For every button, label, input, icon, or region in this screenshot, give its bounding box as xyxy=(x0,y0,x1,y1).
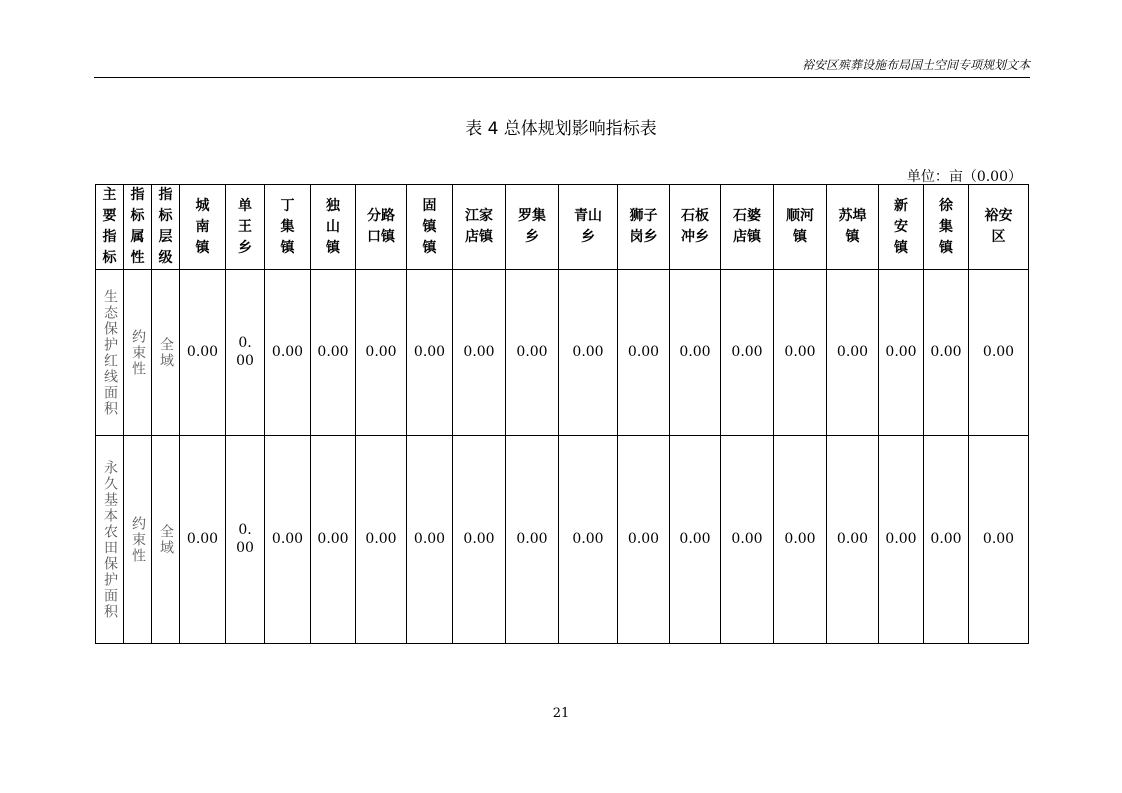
header-cell-shunhe: 顺河镇 xyxy=(774,185,827,270)
table-row xyxy=(96,270,1029,436)
indicator-name-cell: 永久基本农田保护面积 xyxy=(96,436,124,644)
header-cell-shibanchong: 石板冲乡 xyxy=(670,185,721,270)
value-cell: 0.00 xyxy=(721,436,774,644)
indicator-name-cell: 生态保护红线面积 xyxy=(96,270,124,436)
indicator-table xyxy=(95,184,1029,644)
value-cell: 0.00 xyxy=(453,270,506,436)
value-cell: 0.00 xyxy=(879,270,924,436)
indicator-level-cell: 全域 xyxy=(152,270,180,436)
value-cell: 0.00 xyxy=(180,270,226,436)
header-cell-indicator-level: 指标层级 xyxy=(152,185,180,270)
indicator-level-cell: 全域 xyxy=(152,436,180,644)
header-cell-xinan: 新安镇 xyxy=(879,185,924,270)
value-cell: 0.00 xyxy=(969,270,1029,436)
value-cell: 0.00 xyxy=(670,270,721,436)
header-cell-fenlukou: 分路口镇 xyxy=(356,185,407,270)
value-cell: 0.00 xyxy=(670,436,721,644)
value-cell: 0.00 xyxy=(356,436,407,644)
header-cell-luoji: 罗集乡 xyxy=(506,185,559,270)
header-cell-xuji: 徐集镇 xyxy=(924,185,969,270)
header-divider xyxy=(94,77,1030,78)
value-cell: 0.00 xyxy=(407,436,453,644)
value-cell: 0.00 xyxy=(721,270,774,436)
value-cell: 0.00 xyxy=(506,270,559,436)
value-cell: 0.00 xyxy=(265,436,311,644)
header-cell-qingshan: 青山乡 xyxy=(559,185,618,270)
header-cell-danwang: 单王乡 xyxy=(226,185,265,270)
table-header-row xyxy=(96,185,1029,270)
value-cell: 0.00 xyxy=(356,270,407,436)
value-cell: 0.00 xyxy=(559,436,618,644)
header-cell-jiangjiadian: 江家店镇 xyxy=(453,185,506,270)
header-cell-main-indicator: 主要指标 xyxy=(96,185,124,270)
value-cell: 0.00 xyxy=(924,270,969,436)
value-cell: 0.00 xyxy=(924,436,969,644)
value-cell: 0.00 xyxy=(506,436,559,644)
header-cell-shizigang: 狮子岗乡 xyxy=(618,185,670,270)
value-cell: 0.00 xyxy=(774,436,827,644)
value-cell: 0.00 xyxy=(226,270,265,436)
unit-note: 单位：亩（0.00） xyxy=(906,169,1022,185)
value-cell: 0.00 xyxy=(774,270,827,436)
indicator-attribute-cell: 约束性 xyxy=(124,270,152,436)
indicator-attribute-cell: 约束性 xyxy=(124,436,152,644)
value-cell: 0.00 xyxy=(311,270,356,436)
value-cell: 0.00 xyxy=(559,270,618,436)
value-cell: 0.00 xyxy=(827,270,879,436)
header-cell-indicator-attribute: 指标属性 xyxy=(124,185,152,270)
value-cell: 0.00 xyxy=(265,270,311,436)
page-number: 21 xyxy=(552,706,570,721)
value-cell: 0.00 xyxy=(453,436,506,644)
value-cell: 0.00 xyxy=(311,436,356,644)
header-cell-subu: 苏埠镇 xyxy=(827,185,879,270)
header-cell-yuan-district: 裕安区 xyxy=(969,185,1029,270)
value-cell: 0.00 xyxy=(969,436,1029,644)
value-cell: 0.00 xyxy=(879,436,924,644)
header-cell-shipodian: 石婆店镇 xyxy=(721,185,774,270)
header-cell-guzhen: 固镇镇 xyxy=(407,185,453,270)
value-cell: 0.00 xyxy=(407,270,453,436)
value-cell: 0.00 xyxy=(827,436,879,644)
value-cell: 0.00 xyxy=(180,436,226,644)
value-cell: 0.00 xyxy=(226,436,265,644)
table-row xyxy=(96,436,1029,644)
header-cell-chengnan: 城南镇 xyxy=(180,185,226,270)
value-cell: 0.00 xyxy=(618,270,670,436)
header-cell-dushan: 独山镇 xyxy=(311,185,356,270)
table-caption: 表 4 总体规划影响指标表 xyxy=(465,119,657,139)
running-header: 裕安区殡葬设施布局国土空间专项规划文本 xyxy=(801,58,1030,72)
header-cell-dingji: 丁集镇 xyxy=(265,185,311,270)
value-cell: 0.00 xyxy=(618,436,670,644)
